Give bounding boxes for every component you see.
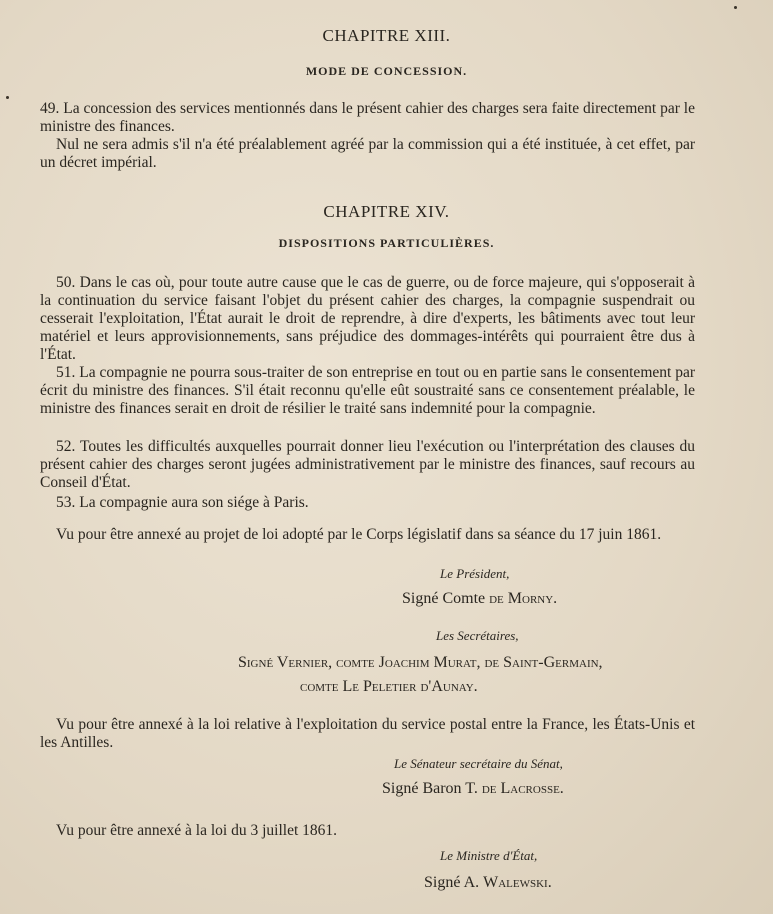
article-50: 50. Dans le cas où, pour toute autre cause que le cas de guerre, ou de force majeure, qui s'opposerait à la continuation du service faisant l'objet du présent cahier des charges, la compagnie suspendrait ou cesserait l'exploitation, l'État aurait le droit de reprendre, à dire d'experts, les bâtiments avec tout leur matériel et leurs approvisionnements, sans préjudice des dommages-intérêts qui pourraient être dus à l'État. bbox=[40, 274, 695, 363]
chapter-14-title: CHAPITRE XIV. bbox=[323, 202, 450, 221]
senator-signature-prefix: Signé Baron T. bbox=[382, 780, 482, 797]
minister-title: Le Ministre d'État, bbox=[440, 848, 538, 863]
minister-signature-name: Walewski. bbox=[483, 874, 552, 891]
secretaries-signature-line-2: comte Le Peletier d'Aunay. bbox=[300, 678, 478, 695]
article-53: 53. La compagnie aura son siége à Paris. bbox=[56, 494, 309, 511]
secretaries-title: Les Secrétaires, bbox=[436, 628, 519, 643]
chapter-13-subtitle: MODE DE CONCESSION. bbox=[305, 64, 468, 78]
president-signature-name: de Morny. bbox=[489, 590, 558, 607]
annex-statement-1: Vu pour être annexé au projet de loi adopté par le Corps législatif dans sa séance du 17 juin 1861. bbox=[56, 526, 662, 543]
chapter-13-title: CHAPITRE XIII. bbox=[322, 26, 451, 45]
article-51: 51. La compagnie ne pourra sous-traiter de son entreprise en tout ou en partie sans le consentement par écrit du ministre des finances. S'il était reconnu qu'elle eût soustraité sans ce consentement préalable, le ministre des finances serait en droit de résilier le traité sans indemnité pour la compagnie. bbox=[40, 364, 695, 417]
president-title: Le Président, bbox=[440, 566, 510, 581]
secretaries-signature-line-1: Signé Vernier, comte Joachim Murat, de Saint-Germain, bbox=[238, 654, 603, 671]
article-49-paragraph-1: 49. La concession des services mentionnés dans le présent cahier des charges sera faite directement par le ministre des finances. bbox=[40, 100, 695, 135]
annex-statement-3: Vu pour être annexé à la loi du 3 juillet 1861. bbox=[56, 822, 338, 839]
senator-title: Le Sénateur secrétaire du Sénat, bbox=[394, 756, 563, 771]
chapter-14-subtitle: DISPOSITIONS PARTICULIÈRES. bbox=[278, 236, 495, 250]
senator-signature-name: de Lacrosse. bbox=[481, 780, 564, 797]
article-49-paragraph-2: Nul ne sera admis s'il n'a été préalablement agréé par la commission qui a été instituée, à cet effet, par un décret impérial. bbox=[40, 136, 695, 171]
president-signature bbox=[402, 590, 557, 608]
ink-speck bbox=[6, 96, 9, 99]
ink-speck bbox=[734, 6, 737, 9]
annex-statement-2: Vu pour être annexé à la loi relative à l'exploitation du service postal entre la France, les États-Unis et les Antilles. bbox=[40, 716, 695, 751]
minister-signature bbox=[424, 874, 552, 892]
senator-signature bbox=[382, 780, 564, 798]
minister-signature-prefix: Signé A. bbox=[424, 874, 484, 891]
article-52: 52. Toutes les difficultés auxquelles pourrait donner lieu l'exécution ou l'interprétation des clauses du présent cahier des charges seront jugées administrativement par le ministre des finances, sauf recours au Conseil d'État. bbox=[40, 438, 695, 491]
president-signature-prefix: Signé Comte bbox=[402, 590, 490, 607]
